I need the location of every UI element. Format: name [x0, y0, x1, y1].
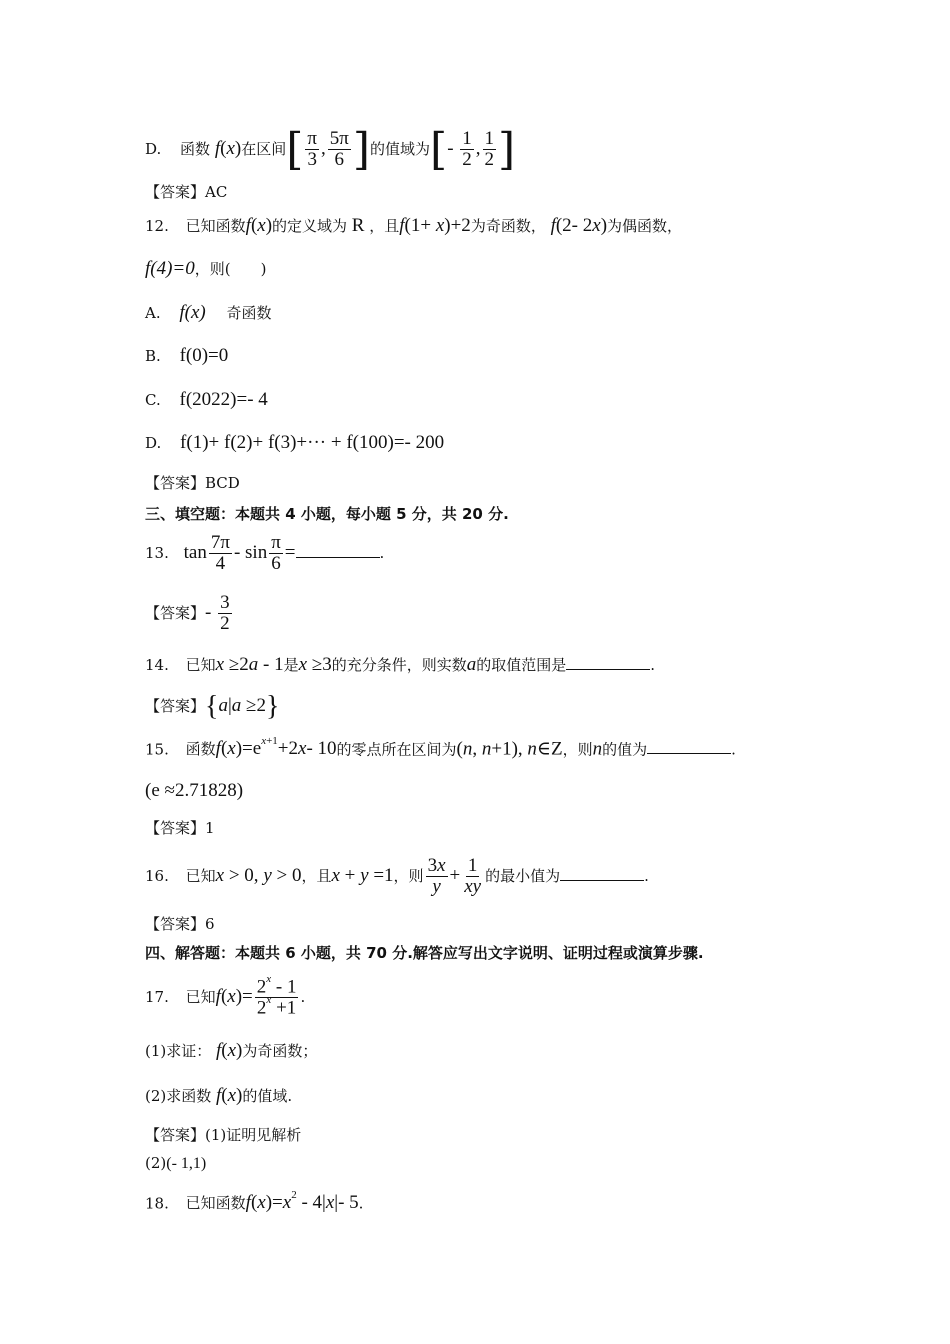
math-condition: x > 0, y > 0	[215, 864, 302, 886]
option-label: D.	[145, 140, 162, 158]
answer-label: 【答案】	[145, 603, 206, 622]
q17-part-2	[145, 1085, 292, 1108]
math-function: $f(x)=e^{x+1}+2x-$ 10	[215, 735, 337, 760]
option-text: 奇函数	[226, 304, 272, 322]
q16-stem: 16. 已知x > 0, y > 0，且x + y =1，则 $\frac{3x}{y}$ + $\frac{1}{xy}$ 的最小值为 .	[145, 855, 649, 897]
math-fx: f(x)	[214, 138, 242, 159]
stem-text: ，则	[393, 866, 424, 885]
option-math: f(1)+ f(2)+ f(3)+··· + f(100)=- 200	[180, 432, 445, 453]
answer-blank	[296, 557, 380, 558]
math-fx: f(x)	[216, 1085, 243, 1106]
question-number: 12.	[145, 217, 169, 235]
option-text: 的值域为	[370, 140, 431, 158]
q18-stem: 18. 已知函数$f(x)=x^2 - 4|x|-$ 5.	[145, 1189, 364, 1214]
q12-stem-cont	[145, 258, 266, 281]
option-math: f(2022)=- 4	[179, 389, 268, 410]
q12-stem	[145, 215, 682, 238]
q15-stem: 15. 函数$f(x)=e^{x+1}+2x-$ 10的零点所在区间为(n, n+1), n∈Z，则n的值为 .	[145, 735, 736, 760]
stem-text: 已知函数	[185, 1194, 246, 1213]
part-text: 的值域.	[242, 1087, 293, 1105]
question-number: 16.	[145, 866, 169, 885]
section-3-title: 三、填空题：本题共 4 小题，每小题 5 分，共 20 分.	[145, 505, 509, 523]
option-label: D.	[145, 434, 162, 452]
stem-text: 为偶函数，	[607, 217, 683, 235]
question-number: 18.	[145, 1194, 169, 1213]
option-math: f(0)=0	[179, 345, 229, 366]
q13-answer	[145, 593, 234, 634]
stem-text: 的定义域为	[272, 217, 348, 235]
stem-text: 的值为	[602, 740, 648, 759]
stem-text: 是	[283, 656, 299, 674]
q17-answer-1: 【答案】(1)证明见解析	[145, 1126, 302, 1144]
math-fx: f(x)	[245, 215, 273, 236]
math-function: $f(x)=x^2 - 4|x|-$ 5	[245, 1189, 359, 1214]
question-number: 15.	[145, 740, 169, 759]
q12-option-a	[145, 302, 272, 325]
math-answer: - $\frac{3}{2}$	[205, 592, 230, 634]
option-label: A.	[145, 304, 161, 322]
q12-option-b	[145, 345, 228, 368]
answer-label: 【答案】	[145, 697, 206, 716]
math-fx: f(x)	[216, 1040, 243, 1061]
answer-blank	[647, 753, 731, 754]
math-expression: $\frac{3x}{y}$ + $\frac{1}{xy}$	[427, 855, 482, 897]
q15-answer: 【答案】1	[145, 819, 215, 837]
math-even: f(2- 2x)	[550, 215, 608, 236]
q17-part-1	[145, 1040, 317, 1063]
option-label: C.	[145, 391, 161, 409]
stem-text: 已知	[185, 656, 216, 674]
q11-answer: 【答案】AC	[145, 183, 228, 201]
math-function: f(x)= $\frac{2^x - 1}{2^x +1}$	[215, 973, 297, 1019]
stem-text: 的充分条件，则实数	[331, 656, 467, 674]
math-odd: f(1+ x)+2	[399, 215, 471, 236]
stem-text: 的零点所在区间为	[336, 740, 457, 759]
stem-text: ，且	[369, 217, 400, 235]
q12-option-c	[145, 389, 268, 412]
stem-text: 的取值范围是	[476, 656, 567, 674]
math-R: R	[347, 215, 370, 236]
question-number: 13.	[145, 543, 169, 562]
math-answer: (- 1,1)	[166, 1155, 207, 1172]
math-interval: (n, n+1), n∈Z	[456, 738, 563, 760]
math-condition: x ≥2a - 1	[215, 654, 284, 675]
q12-option-d	[145, 432, 444, 455]
q12-answer: 【答案】BCD	[145, 474, 240, 492]
option-text: 函数	[180, 140, 211, 158]
q14-answer	[145, 690, 279, 724]
q17-stem: 17. 已知f(x)= $\frac{2^x - 1}{2^x +1}$ .	[145, 973, 306, 1019]
option-text: 在区间	[241, 140, 287, 158]
stem-text: 已知	[185, 866, 216, 885]
q17-answer-2	[145, 1154, 206, 1173]
math-condition: x + y =1	[331, 864, 394, 886]
answer-blank	[560, 880, 644, 881]
stem-text: 函数	[185, 740, 216, 759]
math-range: - $\frac{1}{2}$ , $\frac{1}{2}$	[447, 128, 495, 171]
math-condition: x ≥3	[298, 654, 332, 675]
q13-stem: 13. tan $\frac{7\pi}{4}$ - sin $\frac{\pi}{6}$ = .	[145, 532, 385, 574]
stem-text: 为奇函数，	[470, 217, 546, 235]
math-expression: tan $\frac{7\pi}{4}$ - sin $\frac{\pi}{6}$ =	[183, 532, 296, 574]
question-number: 14.	[145, 656, 169, 674]
q16-answer: 【答案】6	[145, 915, 215, 933]
stem-text: 已知	[185, 988, 216, 1007]
section-4-title: 四、解答题：本题共 6 小题，共 70 分.解答应写出文字说明、证明过程或演算步骤.	[145, 944, 704, 962]
q11-option-d: D. 函数 f(x)在区间[ $\frac{\pi}{3}$ , $\frac{5\pi}{6}$ ]的值域为[- $\frac{1}{2}$ , $\frac{1}{2}$ ]	[145, 124, 516, 175]
math-cond: f(4)=0	[145, 258, 195, 279]
part-label: (2)	[145, 1154, 167, 1172]
q14-stem: 14. 已知x ≥2a - 1是x ≥3的充分条件，则实数a的取值范围是 .	[145, 654, 656, 675]
math-a: a	[466, 654, 477, 675]
stem-text: 的最小值为	[485, 866, 561, 885]
stem-text: ，则( )	[194, 260, 267, 278]
part-label: (2)求函数	[145, 1087, 212, 1105]
stem-text: ，且	[301, 866, 332, 885]
question-number: 17.	[145, 988, 169, 1007]
math-n: n	[592, 738, 603, 760]
answer-blank	[566, 669, 650, 670]
part-text: 为奇函数；	[242, 1042, 318, 1060]
stem-text: 已知函数	[185, 217, 246, 235]
math-interval: $\frac{\pi}{3}$ , $\frac{5\pi}{6}$	[307, 128, 349, 171]
option-label: B.	[145, 347, 161, 365]
part-label: (1)求证：	[145, 1042, 212, 1060]
option-math: f(x)	[179, 302, 206, 323]
stem-text: ，则	[562, 740, 593, 759]
q15-e-approx: (e ≈2.71828)	[145, 780, 244, 801]
math-answer: {a|a ≥2}	[205, 691, 280, 722]
